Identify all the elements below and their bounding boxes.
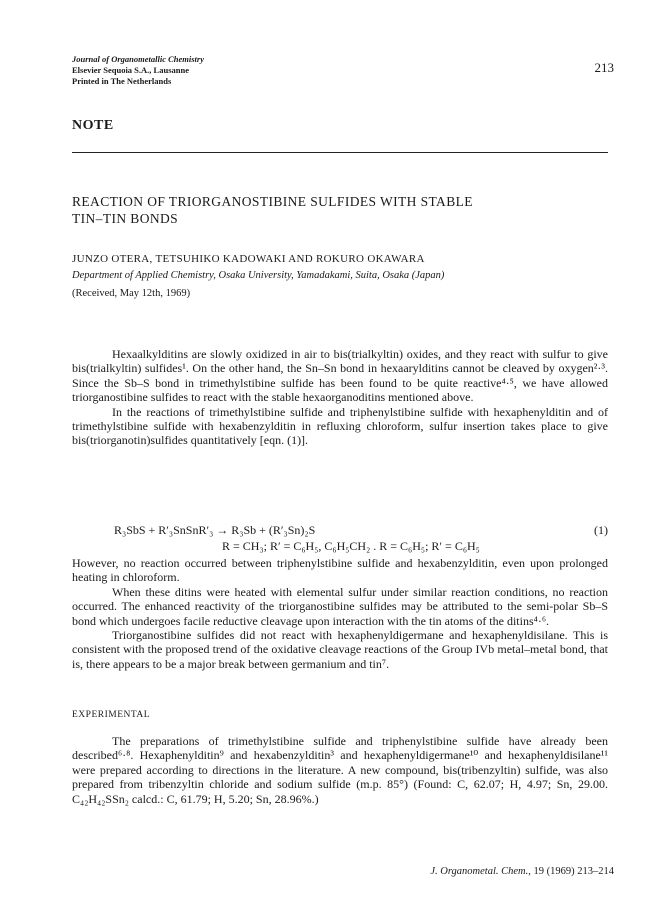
publisher-line: Elsevier Sequoia S.A., Lausanne bbox=[72, 65, 189, 75]
page-number: 213 bbox=[594, 60, 614, 75]
paragraph-1: Hexaalkylditins are slowly oxidized in air to bis(trialkyltin) oxides, and they react with sulfur to give bis(trialkyltin) sulfides¹. On the other hand, the Sn–Sn bond in hexaarylditins cannot be cleaved by oxygen²·³. Since the Sb–S bond in trimethylstibine sulfide has been found to be quite reactive⁴·⁵, we have allowed triorganostibine sulfides to react with the stable hexaorganoditins mentioned above. bbox=[72, 347, 608, 405]
section-label: NOTE bbox=[72, 118, 114, 133]
horizontal-rule bbox=[72, 152, 608, 153]
footer-journal: J. Organometal. Chem. bbox=[430, 866, 529, 877]
title-line-2: TIN–TIN BONDS bbox=[72, 211, 179, 226]
body-section-1 bbox=[72, 347, 608, 448]
journal-name: Journal of Organometallic Chemistry bbox=[72, 54, 204, 64]
footer-reference: , 19 (1969) 213–214 bbox=[528, 866, 614, 877]
experimental-section bbox=[72, 734, 608, 806]
received-date: (Received, May 12th, 1969) bbox=[72, 288, 191, 299]
equation-1-expression: R₃SbS + R′₃SnSnR′₃ → R₃Sb + (R′₃Sn)₂S bbox=[114, 523, 316, 537]
journal-imprint bbox=[72, 54, 204, 87]
affiliation: Department of Applied Chemistry, Osaka University, Yamadakami, Suita, Osaka (Japan) bbox=[72, 270, 445, 281]
printed-line: Printed in The Netherlands bbox=[72, 76, 172, 86]
paragraph-6: The preparations of trimethylstibine sulfide and triphenylstibine sulfide have already been described⁶·⁸. Hexaphenylditin⁹ and hexabenzylditin³ and hexaphenyldigermane¹⁰ and hexaphenyldisilane¹¹ were prepared according to directions in the literature. A new compound, bis(tribenzyltin) sulfide, was also prepared from tribenzyltin chloride and sodium sulfide (m.p. 85°) (Found: C, 62.07; H, 4.97; Sn, 29.00. C₄₂H₄₂SSn₂ calcd.: C, 61.79; H, 5.20; Sn, 28.96%.) bbox=[72, 734, 608, 806]
article-title bbox=[72, 193, 592, 227]
experimental-heading: EXPERIMENTAL bbox=[72, 710, 151, 720]
equation-1-number: (1) bbox=[594, 523, 608, 537]
author-list: JUNZO OTERA, TETSUHIKO KADOWAKI AND ROKURO OKAWARA bbox=[72, 253, 425, 265]
paragraph-3: However, no reaction occurred between triphenylstibine sulfide and hexabenzylditin, even upon prolonged heating in chloroform. bbox=[72, 556, 608, 585]
equation-substituents: R = CH₃; R′ = C₆H₅, C₆H₅CH₂ . R = C₆H₅; R′ = C₆H₅ bbox=[222, 539, 480, 553]
paragraph-2: In the reactions of trimethylstibine sulfide and triphenylstibine sulfide with hexaphenylditin and of trimethylstibine sulfide with hexabenzylditin in refluxing chloroform, sulfur insertion takes place to give bis(triorganotin)sulfides quantitatively [eqn. (1)]. bbox=[72, 404, 608, 448]
paragraph-4: When these ditins were heated with elemental sulfur under similar reaction conditions, no reaction occurred. The enhanced reactivity of the triorganostibine sulfides may be attributed to the semi-polar Sb–S bond which undergoes facile reductive cleavage upon interaction with the tin atoms of the ditins⁴·⁶. bbox=[72, 584, 608, 628]
body-section-2 bbox=[72, 556, 608, 671]
page-footer bbox=[430, 866, 614, 877]
paragraph-5: Triorganostibine sulfides did not react with hexaphenyldigermane and hexaphenyldisilane. This is consistent with the proposed trend of the oxidative cleavage reactions of the Group IVb metal–metal bond, that is, there appears to be a major break between germanium and tin⁷. bbox=[72, 628, 608, 671]
title-line-1: REACTION OF TRIORGANOSTIBINE SULFIDES WITH STABLE bbox=[72, 194, 473, 209]
